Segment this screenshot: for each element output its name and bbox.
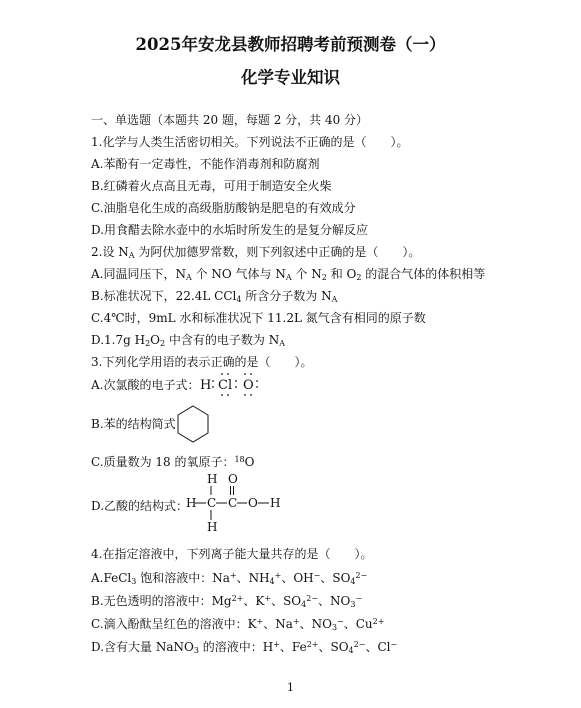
- atom-c-1: C: [207, 496, 217, 510]
- q3-stem: 3.下列化学用语的表示正确的是（ ）。: [91, 355, 313, 369]
- q2-option-b: B.标准状况下，22.4L CCl$_4$ 所含分子数为 $N_A$: [91, 289, 338, 304]
- benzene-hexagon-icon: [175, 404, 211, 444]
- hypochlorous-electron-dot-formula: [198, 371, 268, 399]
- page-number: 1: [287, 681, 294, 694]
- q3-option-a: A.次氯酸的电子式：: [91, 378, 200, 392]
- atom-h-right: H: [270, 496, 281, 510]
- q2-option-c: C.4℃时，9mL 水和标准状况下 11.2L 氮气含有相同的原子数: [91, 311, 426, 325]
- q4-option-d: D.含有大量 NaNO$_3$ 的溶液中：H+、$Fe^{2+}$、$SO_4^{2-}$、Cl−: [91, 640, 398, 655]
- atom-c-2: C: [228, 496, 238, 510]
- atom-h: H: [200, 378, 212, 393]
- q3-option-c: C.质量数为 18 的氧原子：$^{18}$O: [91, 455, 255, 469]
- section-heading: 一、单选题（本题共 20 题，每题 2 分，共 40 分）: [91, 113, 369, 127]
- atom-h-left: H: [186, 496, 197, 510]
- q1-option-c: C.油脂皂化生成的高级脂肪酸钠是肥皂的有效成分: [91, 201, 356, 215]
- atom-h-bottom: H: [207, 520, 218, 534]
- q1-option-b: B.红磷着火点高且无毒，可用于制造安全火柴: [91, 179, 332, 193]
- q3-option-d: D.乙酸的结构式：: [91, 499, 189, 513]
- q2-option-d: D.1.7g $H_2O_2$ 中含有的电子数为 $N_A$: [91, 333, 286, 348]
- exam-title: 2025年安龙县教师招聘考前预测卷（一）: [135, 35, 446, 54]
- exam-subtitle: 化学专业知识: [241, 68, 340, 87]
- atom-o-right: O: [248, 496, 258, 510]
- q1-option-d: D.用食醋去除水壶中的水垢时所发生的是复分解反应: [91, 223, 369, 237]
- atom-o-top: O: [228, 472, 238, 486]
- acetic-acid-structural-formula: [182, 470, 292, 536]
- q2-option-a: A.同温同压下，$N_A$ 个 NO 气体与 $N_A$ 个 $N_2$ 和 $O_2$ 的混合气体的体积相等: [91, 267, 486, 282]
- atom-o: O: [243, 378, 254, 393]
- q2-stem: 2.设 $N_A$ 为阿伏加德罗常数，则下列叙述中正确的是（ ）。: [91, 245, 421, 260]
- q4-option-a: A.FeCl$_3$ 饱和溶液中：Na+、$NH_4^+$、OH−、$SO_4^{2-}$: [91, 571, 368, 586]
- atom-cl: Cl: [218, 378, 233, 393]
- q1-stem: 1.化学与人类生活密切相关。下列说法不正确的是（ ）。: [91, 135, 409, 149]
- q4-stem: 4.在指定溶液中，下列离子能大量共存的是（ ）。: [91, 547, 373, 561]
- atom-h-top: H: [207, 472, 218, 486]
- q4-option-b: B.无色透明的溶液中：$Mg^{2+}$、K+、$SO_4^{2-}$、$NO_3^-$: [91, 594, 363, 609]
- q4-option-c: C.滴入酚酞呈红色的溶液中：K+、Na+、$NO_3^-$、$Cu^{2+}$: [91, 617, 385, 632]
- q1-option-a: A.苯酚有一定毒性，不能作消毒剂和防腐剂: [91, 157, 320, 171]
- q3-option-b: B.苯的结构简式: [91, 417, 176, 431]
